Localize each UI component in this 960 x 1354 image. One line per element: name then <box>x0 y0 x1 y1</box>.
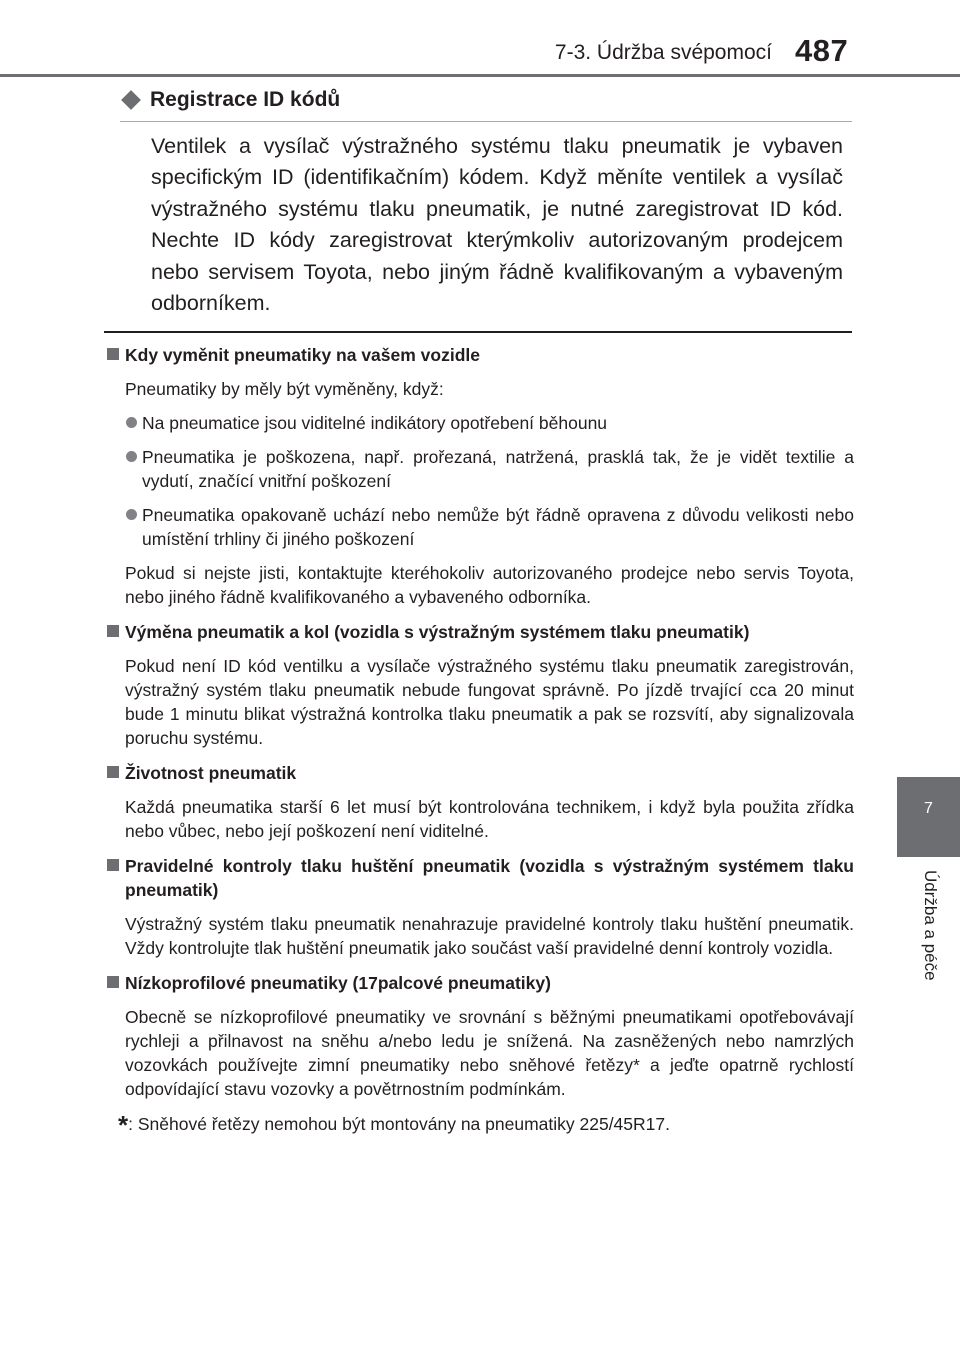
square-bullet-icon <box>107 625 119 637</box>
section-heading-text: Pravidelné kontroly tlaku huštění pneumatik (vozidla s výstražným systémem tlaku pneumatik) <box>125 856 854 900</box>
section-heading <box>104 620 854 644</box>
footnote-text: : Sněhové řetězy nemohou být montovány na pneumatiky 225/45R17. <box>128 1114 670 1134</box>
list-item-text: Na pneumatice jsou viditelné indikátory opotřebení běhounu <box>142 413 608 433</box>
section-heading-text: Kdy vyměnit pneumatiky na vašem vozidle <box>125 345 480 365</box>
circle-bullet-icon <box>126 417 137 428</box>
square-bullet-icon <box>107 976 119 988</box>
section-paragraph: Obecně se nízkoprofilové pneumatiky ve srovnání s běžnými pneumatikami opotřebovávají rychleji a přilnavost na sněhu a/nebo ledu je snížená. Na zasněžených nebo namrzlých vozovkách používejte zimní pneumatiky nebo sněhové řetězy* a jeďte opatrně rychlostí odpovídající stavu vozovky a povětrnostním podmínkám. <box>125 1007 854 1099</box>
section-heading-text: Životnost pneumatik <box>125 763 297 783</box>
circle-bullet-icon <box>126 509 137 520</box>
square-bullet-icon <box>107 859 119 871</box>
main-content <box>104 343 854 1140</box>
footnote <box>104 1110 854 1140</box>
square-bullet-icon <box>107 348 119 360</box>
section-heading-text: Nízkoprofilové pneumatiky (17palcové pneumatiky) <box>125 973 551 993</box>
registration-body: Ventilek a vysílač výstražného systému tlaku pneumatik je vybaven specifickým ID (identifikačním) kódem. Když měníte ventilek a vysílač výstražného systému tlaku pneumatik, je nutné zaregistrovat ID kód. Nechte ID kódy zaregistrovat kterýmkoliv autorizovaným prodejcem nebo servisem Toyota, nebo jiným řádně kvalifikovaným a vybaveným odborníkem. <box>151 134 843 316</box>
header-divider <box>0 74 960 77</box>
list-item-text: Pneumatika opakovaně uchází nebo nemůže být řádně opravena z důvodu velikosti nebo umístění trhliny či jiného poškození <box>142 505 854 549</box>
list-item <box>104 503 854 551</box>
list-item <box>104 411 854 435</box>
diamond-bullet-icon <box>121 90 141 110</box>
section-heading-text: Výměna pneumatik a kol (vozidla s výstražným systémem tlaku pneumatik) <box>125 622 750 642</box>
list-item <box>104 445 854 493</box>
chapter-number: 7 <box>924 800 933 817</box>
square-bullet-icon <box>107 766 119 778</box>
header-section-title: 7-3. Údržba svépomocí <box>554 41 772 64</box>
registration-divider <box>120 121 852 122</box>
section-heading <box>104 854 854 902</box>
section-heading <box>104 761 854 785</box>
footnote-marker: * <box>118 1110 129 1140</box>
section-heading <box>104 971 854 995</box>
registration-heading <box>120 88 340 112</box>
page-number: 487 <box>795 33 849 68</box>
section-divider <box>104 331 852 333</box>
list-item-text: Pneumatika je poškozena, např. prořezaná, natržená, prasklá tak, že je vidět textilie a vydutí, značící vnitřní poškození <box>142 447 854 491</box>
circle-bullet-icon <box>126 451 137 462</box>
section-paragraph: Pokud si nejste jisti, kontaktujte kteréhokoliv autorizovaného prodejce nebo servis Toyota, nebo jiného řádně kvalifikovaného a vybaveného odborníka. <box>125 563 854 607</box>
section-paragraph: Pneumatiky by měly být vyměněny, když: <box>125 379 444 399</box>
registration-title: Registrace ID kódů <box>150 88 341 111</box>
section-paragraph: Pokud není ID kód ventilku a vysílače výstražného systému tlaku pneumatik zaregistrován, výstražný systém tlaku pneumatik nebude fungovat správně. Po jízdě trvající cca 20 minut bude 1 minutu blikat výstražná kontrolka tlaku pneumatik a pak se rozsvítí, aby signalizovala poruchu systému. <box>125 656 854 748</box>
section-heading <box>104 343 854 367</box>
section-paragraph: Každá pneumatika starší 6 let musí být kontrolována technikem, i když byla použita zřídka nebo vůbec, nebo její poškození není viditelné. <box>125 797 854 841</box>
chapter-side-title: Údržba a péče <box>921 870 940 981</box>
section-paragraph: Výstražný systém tlaku pneumatik nenahrazuje pravidelné kontroly tlaku huštění pneumatik. Vždy kontrolujte tlak huštění pneumatik jako součást vaší pravidelné denní kontroly vozidla. <box>125 914 854 958</box>
